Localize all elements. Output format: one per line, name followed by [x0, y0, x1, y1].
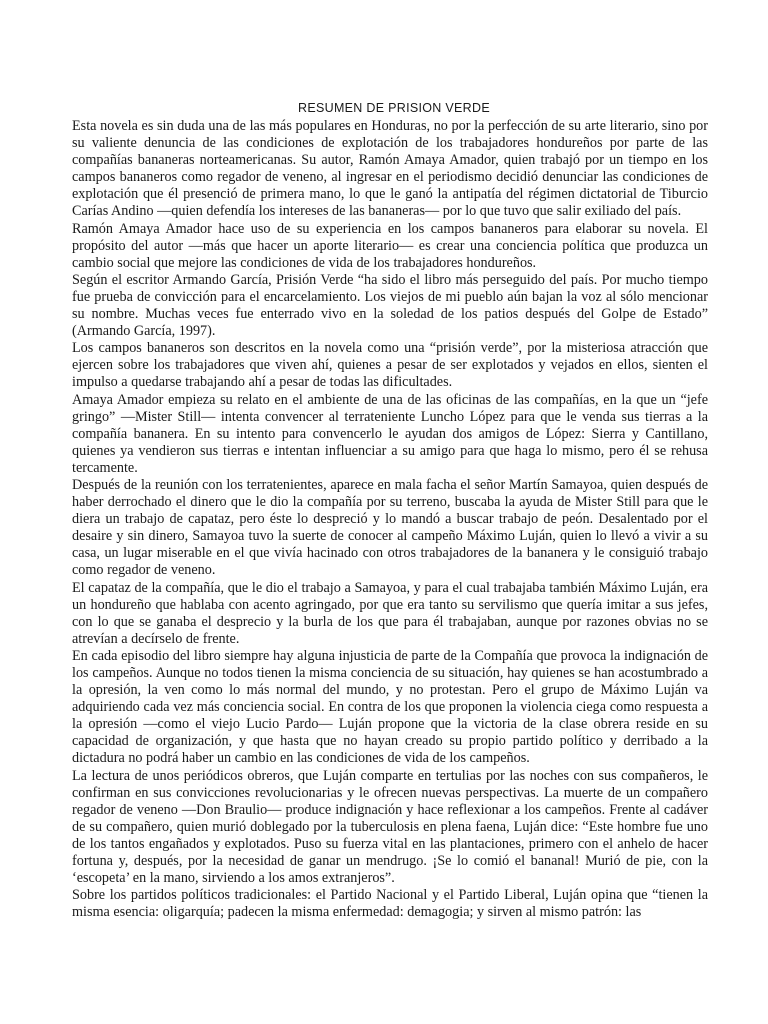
document-body — [72, 118, 708, 921]
paragraph-don-braulio: La lectura de unos periódicos obreros, que Luján comparte en tertulias por las noches con sus compañeros, le confirman en sus convicciones revolucionarias y le ofrecen nuevas perspectivas. La muerte de un compañero regador de veneno —Don Braulio— produce indignación y hace reflexionar a los campeños. Frente al cadáver de su compañero, quien murió doblegado por la tuberculosis en plena faena, Luján dice: “Este hombre fue uno de los tantos engañados y explotados. Puso su fuerza vital en las plantaciones, primero con el anhelo de hacer fortuna y, después, por la necesidad de ganar un mendrugo. ¡Se lo comió el bananal! Murió de pie, con la ‘escopeta’ en la mano, sirviendo a los amos extranjeros”. — [72, 767, 708, 887]
document-page — [72, 100, 708, 921]
paragraph-intro: Esta novela es sin duda una de las más populares en Honduras, no por la perfección de su arte literario, sino por su valiente denuncia de las condiciones de explotación de los trabajadores hondureños por parte de las compañías bananeras norteamericanas. Su autor, Ramón Amaya Amador, quien trabajó por un tiempo en los campos bananeros como regador de veneno, al ingresar en el periodismo decidió denunciar las condiciones de explotación que él presenció de primera mano, lo que le ganó la antipatía del régimen dictatorial de Tiburcio Carías Andino —quien defendía los intereses de las bananeras— por lo que tuvo que salir exiliado del país. — [72, 118, 708, 220]
paragraph-armando-garcia-quote: Según el escritor Armando García, Prisión Verde “ha sido el libro más perseguido del país. Por mucho tiempo fue prueba de convicción para el encarcelamiento. Los viejos de mi pueblo aún bajan la voz al sólo mencionar su nombre. Muchas veces fue enterrado vivo en la soledad de los patios después del Golpe de Estado” (Armando García, 1997). — [72, 271, 708, 340]
paragraph-martin-samayoa: Después de la reunión con los terratenientes, aparece en mala facha el señor Martín Samayoa, quien después de haber derrochado el dinero que le dio la compañía por su terreno, buscaba la ayuda de Mister Still para que le diera un trabajo de capataz, pero éste lo despreció y lo mandó a buscar trabajo de peón. Desalentado por el desaire y sin dinero, Samayoa tuvo la suerte de conocer al campeño Máximo Luján, quien lo llevó a vivir a su casa, un lugar miserable en el que vivía hacinado con otros trabajadores de la bananera y le consiguió trabajo como regador de veneno. — [72, 476, 708, 579]
paragraph-injustice: En cada episodio del libro siempre hay alguna injusticia de parte de la Compañía que provoca la indignación de los campeños. Aunque no todos tienen la misma conciencia de su situación, hay quienes se han acostumbrado a la opresión, la ven como lo más normal del mundo, y no protestan. Pero el grupo de Máximo Luján va adquiriendo cada vez más conciencia social. En contra de los que proponen la violencia ciega como respuesta a la opresión —como el viejo Lucio Pardo— Luján propone que la victoria de la clase obrera reside en su capacidad de organización, y que hasta que no hayan creado su propio partido político y derribado a la dictadura no podrá haber un cambio en las condiciones de vida de los campeños. — [72, 647, 708, 767]
paragraph-green-prison: Los campos bananeros son descritos en la novela como una “prisión verde”, por la misteriosa atracción que ejercen sobre los trabajadores que viven ahí, quienes a pesar de ser explotados y vejados en ellos, sienten el impulso a quedarse trabajando ahí a pesar de todas las dificultades. — [72, 340, 708, 391]
document-title: RESUMEN DE PRISION VERDE — [298, 101, 490, 115]
paragraph-political-parties: Sobre los partidos políticos tradicionales: el Partido Nacional y el Partido Liberal, Luján opina que “tienen la misma esencia: oligarquía; padecen la misma enfermedad: demagogia; y sirven al mismo patrón: las — [72, 887, 708, 921]
paragraph-author-purpose: Ramón Amaya Amador hace uso de su experiencia en los campos bananeros para elaborar su novela. El propósito del autor —más que hacer un aporte literario— es crear una conciencia política que produzca un cambio social que mejore las condiciones de vida de los trabajadores hondureños. — [72, 220, 708, 271]
paragraph-capataz: El capataz de la compañía, que le dio el trabajo a Samayoa, y para el cual trabajaba también Máximo Luján, era un hondureño que hablaba con acento agringado, por que era tanto su servilismo que quería imitar a sus jefes, con lo que se ganaba el desprecio y la burla de los que para él trabajaban, aunque por razones obvias no se atrevían a decírselo de frente. — [72, 579, 708, 647]
paragraph-mister-still: Amaya Amador empieza su relato en el ambiente de una de las oficinas de las compañías, en la que un “jefe gringo” —Mister Still— intenta convencer al terrateniente Luncho López para que le venda sus tierras a la compañía bananera. En su intento para convencerlo le ayudan dos amigos de López: Sierra y Cantillano, quienes ya vendieron sus tierras e intentan influenciar a su amigo para que haga lo mismo, pero él se rehusa tercamente. — [72, 391, 708, 476]
